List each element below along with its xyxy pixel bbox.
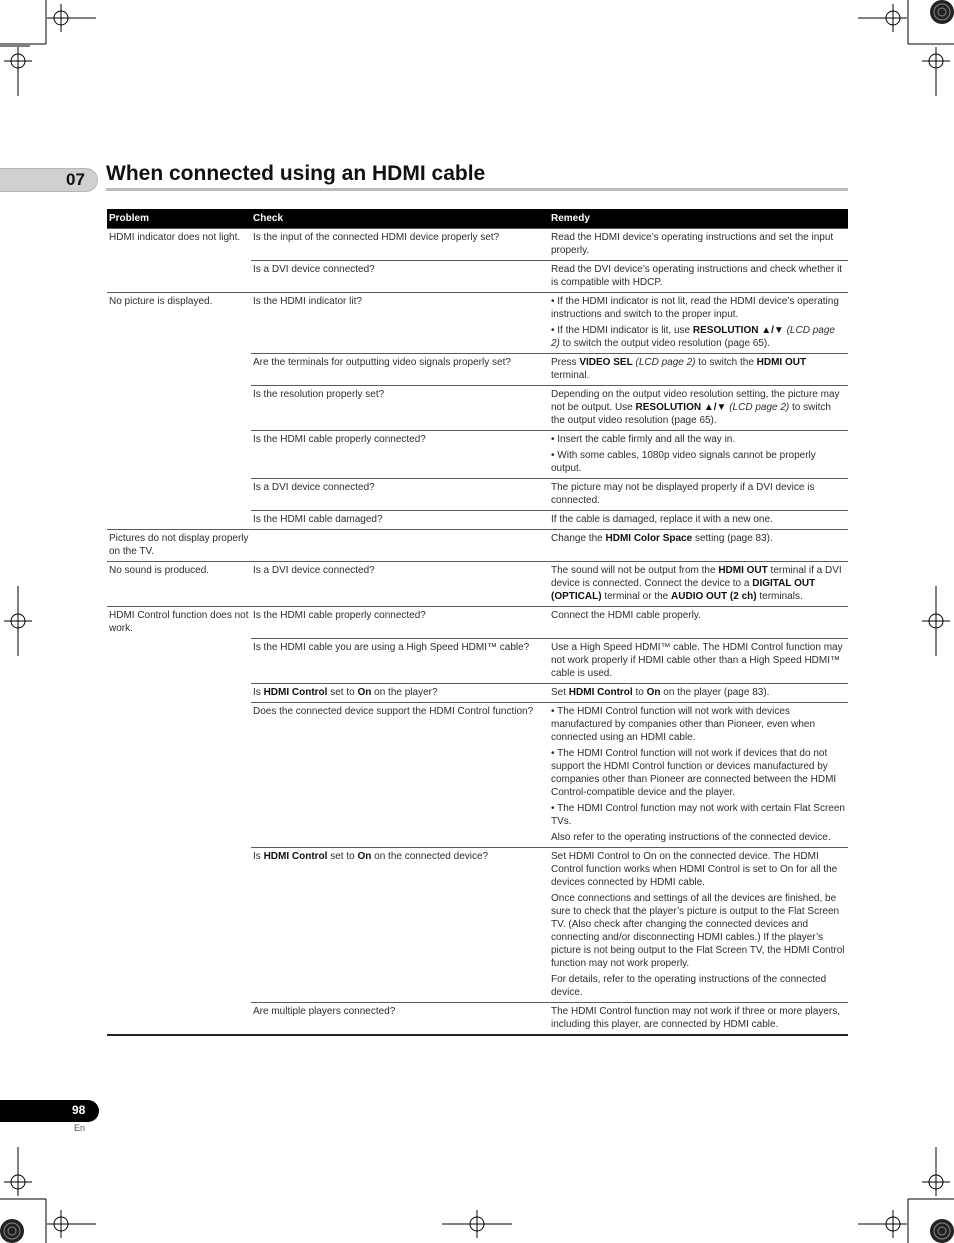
bold-term: AUDIO OUT (2 ch) xyxy=(671,591,757,602)
table-row xyxy=(107,607,848,639)
remedy-cell xyxy=(549,354,848,386)
remedy-cell xyxy=(549,702,848,847)
check-cell: Is the HDMI indicator lit? xyxy=(251,293,549,354)
remedy-cell xyxy=(549,1002,848,1035)
problem-cell: HDMI indicator does not light. xyxy=(107,229,251,261)
problem-cell: Pictures do not display properly on the TV. xyxy=(107,530,251,562)
problem-cell: No picture is displayed. xyxy=(107,293,251,354)
remedy-cell xyxy=(549,229,848,261)
remedy-cell xyxy=(549,511,848,530)
table-row xyxy=(107,683,848,702)
remedy-paragraph: • If the HDMI indicator is not lit, read the HDMI device’s operating instructions and switch to the proper input. xyxy=(551,296,839,320)
problem-cell xyxy=(107,479,251,511)
table-row xyxy=(107,229,848,261)
bold-term: RESOLUTION ▲/▼ xyxy=(635,402,727,413)
page-number: 98 xyxy=(72,1103,86,1117)
problem-cell xyxy=(107,354,251,386)
remedy-paragraph: • The HDMI Control function will not work if devices that do not support the HDMI Control function or devices manufactured by companies other than Pioneer are connected between the HDMI Control-compatible device and the player. xyxy=(551,747,837,798)
table-row xyxy=(107,386,848,431)
remedy-paragraph: Read the HDMI device’s operating instructions and set the input properly. xyxy=(551,232,834,256)
remedy-paragraph: The HDMI Control function may not work if three or more players, including this player, are connected by HDMI cable. xyxy=(551,1005,840,1030)
check-cell: Is a DVI device connected? xyxy=(251,261,549,293)
remedy-cell xyxy=(549,261,848,293)
remedy-paragraph: Set HDMI Control to On on the connected device. The HDMI Control function works when HDMI Control is set to On for all the devices connected by HDMI cable. xyxy=(551,850,838,888)
bold-term: HDMI OUT xyxy=(756,357,807,368)
check-cell: Is the HDMI cable you are using a High Speed HDMI™ cable? xyxy=(251,638,549,683)
bold-term: HDMI Control xyxy=(263,850,328,862)
table-row xyxy=(107,562,848,607)
page-title: When connected using an HDMI cable xyxy=(106,162,486,185)
bold-term: On xyxy=(646,686,661,698)
remedy-cell xyxy=(549,293,848,354)
check-cell: Is the HDMI cable damaged? xyxy=(251,511,549,530)
remedy-cell xyxy=(549,530,848,562)
header-problem: Problem xyxy=(107,209,251,229)
bold-term: RESOLUTION ▲/▼ xyxy=(692,325,784,336)
problem-cell xyxy=(107,431,251,479)
remedy-paragraph: • With some cables, 1080p video signals cannot be properly output. xyxy=(551,450,816,474)
check-cell: Is the HDMI cable properly connected? xyxy=(251,607,549,639)
bold-term: VIDEO SEL xyxy=(579,357,633,368)
problem-cell xyxy=(107,638,251,683)
remedy-paragraph: Change the HDMI Color Space setting (page 83). xyxy=(551,533,773,544)
table-row xyxy=(107,847,848,1002)
table-row xyxy=(107,638,848,683)
remedy-paragraph: Read the DVI device’s operating instructions and check whether it is compatible with HDCP. xyxy=(551,264,843,288)
problem-cell xyxy=(107,511,251,530)
check-cell: Is a DVI device connected? xyxy=(251,562,549,607)
problem-cell xyxy=(107,847,251,1002)
problem-cell: HDMI Control function does not work. xyxy=(107,607,251,639)
remedy-paragraph: The sound will not be output from the HDMI OUT terminal if a DVI device is connected. Connect the device to a DIGITAL OUT (OPTICAL) terminal or the AUDIO OUT (2 ch) terminals. xyxy=(551,565,842,602)
remedy-paragraph: • Insert the cable firmly and all the way in. xyxy=(551,434,736,445)
remedy-paragraph: If the cable is damaged, replace it with a new one. xyxy=(551,514,773,525)
check-cell: Is the resolution properly set? xyxy=(251,386,549,431)
table-row xyxy=(107,479,848,511)
problem-cell xyxy=(107,1002,251,1035)
problem-cell: No sound is produced. xyxy=(107,562,251,607)
remedy-paragraph: Connect the HDMI cable properly. xyxy=(551,610,701,621)
table-row xyxy=(107,431,848,479)
bold-term: HDMI Color Space xyxy=(605,533,693,544)
troubleshooting-table xyxy=(107,209,848,1036)
title-underline xyxy=(106,188,848,191)
remedy-paragraph: Use a High Speed HDMI™ cable. The HDMI Control function may not work properly if HDMI cable other than a High Speed HDMI™ cable is used. xyxy=(551,641,843,679)
italic-note: (LCD page 2) xyxy=(635,357,696,368)
check-cell: Are the terminals for outputting video signals properly set? xyxy=(251,354,549,386)
table-row xyxy=(107,293,848,354)
remedy-paragraph: The picture may not be displayed properly if a DVI device is connected. xyxy=(551,482,815,506)
bold-term: HDMI OUT xyxy=(718,565,768,576)
bold-term: HDMI Control xyxy=(263,686,328,698)
remedy-cell xyxy=(549,562,848,607)
remedy-cell xyxy=(549,638,848,683)
header-check: Check xyxy=(251,209,549,229)
check-cell: Is a DVI device connected? xyxy=(251,479,549,511)
check-cell: Are multiple players connected? xyxy=(251,1002,549,1035)
remedy-paragraph: Depending on the output video resolution setting, the picture may not be output. Use RESOLUTION ▲/▼ (LCD page 2) to switch the output video resolution (page 65). xyxy=(551,389,840,426)
italic-note: (LCD page 2) xyxy=(729,402,790,413)
bold-term: On xyxy=(357,686,372,698)
check-cell xyxy=(251,530,549,562)
check-cell: Is HDMI Control set to On on the player? xyxy=(251,683,549,702)
remedy-cell xyxy=(549,479,848,511)
check-cell: Is HDMI Control set to On on the connected device? xyxy=(251,847,549,1002)
table-row xyxy=(107,261,848,293)
problem-cell xyxy=(107,386,251,431)
remedy-paragraph: Set HDMI Control to On on the player (page 83). xyxy=(551,686,770,698)
remedy-paragraph: Once connections and settings of all the devices are finished, be sure to check that the player’s picture is output to the Flat Screen TV. (Also check after changing the connected devices and connecting and/or disconnecting HDMI cables.) If the player’s picture is not being output to the Flat Screen TV, the HDMI Control function may not work properly. xyxy=(551,892,845,969)
italic-note: (LCD page 2) xyxy=(551,325,835,349)
remedy-paragraph: Press VIDEO SEL (LCD page 2) to switch the HDMI OUT terminal. xyxy=(551,357,807,381)
table-row xyxy=(107,511,848,530)
check-cell: Does the connected device support the HDMI Control function? xyxy=(251,702,549,847)
bold-term: DIGITAL OUT (OPTICAL) xyxy=(551,578,816,602)
bold-term: HDMI Control xyxy=(568,686,633,698)
remedy-paragraph: • The HDMI Control function may not work with certain Flat Screen TVs. xyxy=(551,802,845,827)
table-row xyxy=(107,354,848,386)
remedy-cell xyxy=(549,386,848,431)
remedy-cell xyxy=(549,847,848,1002)
remedy-cell xyxy=(549,607,848,639)
remedy-paragraph: • If the HDMI indicator is lit, use RESOLUTION ▲/▼ (LCD page 2) to switch the output video resolution (page 65). xyxy=(551,325,835,349)
table-header-row xyxy=(107,209,848,229)
chapter-number: 07 xyxy=(66,170,85,189)
remedy-cell xyxy=(549,683,848,702)
table-row xyxy=(107,702,848,847)
check-cell: Is the HDMI cable properly connected? xyxy=(251,431,549,479)
remedy-paragraph: For details, refer to the operating instructions of the connected device. xyxy=(551,973,827,998)
remedy-paragraph: • The HDMI Control function will not work with devices manufactured by companies other than Pioneer, even when connected using an HDMI cable. xyxy=(551,705,816,743)
problem-cell xyxy=(107,261,251,293)
table-row xyxy=(107,1002,848,1035)
language-label: En xyxy=(74,1123,86,1133)
remedy-paragraph: Also refer to the operating instructions of the connected device. xyxy=(551,831,831,843)
bold-term: On xyxy=(357,850,372,862)
remedy-cell xyxy=(549,431,848,479)
problem-cell xyxy=(107,702,251,847)
check-cell: Is the input of the connected HDMI device properly set? xyxy=(251,229,549,261)
table-row xyxy=(107,530,848,562)
header-remedy: Remedy xyxy=(549,209,848,229)
problem-cell xyxy=(107,683,251,702)
